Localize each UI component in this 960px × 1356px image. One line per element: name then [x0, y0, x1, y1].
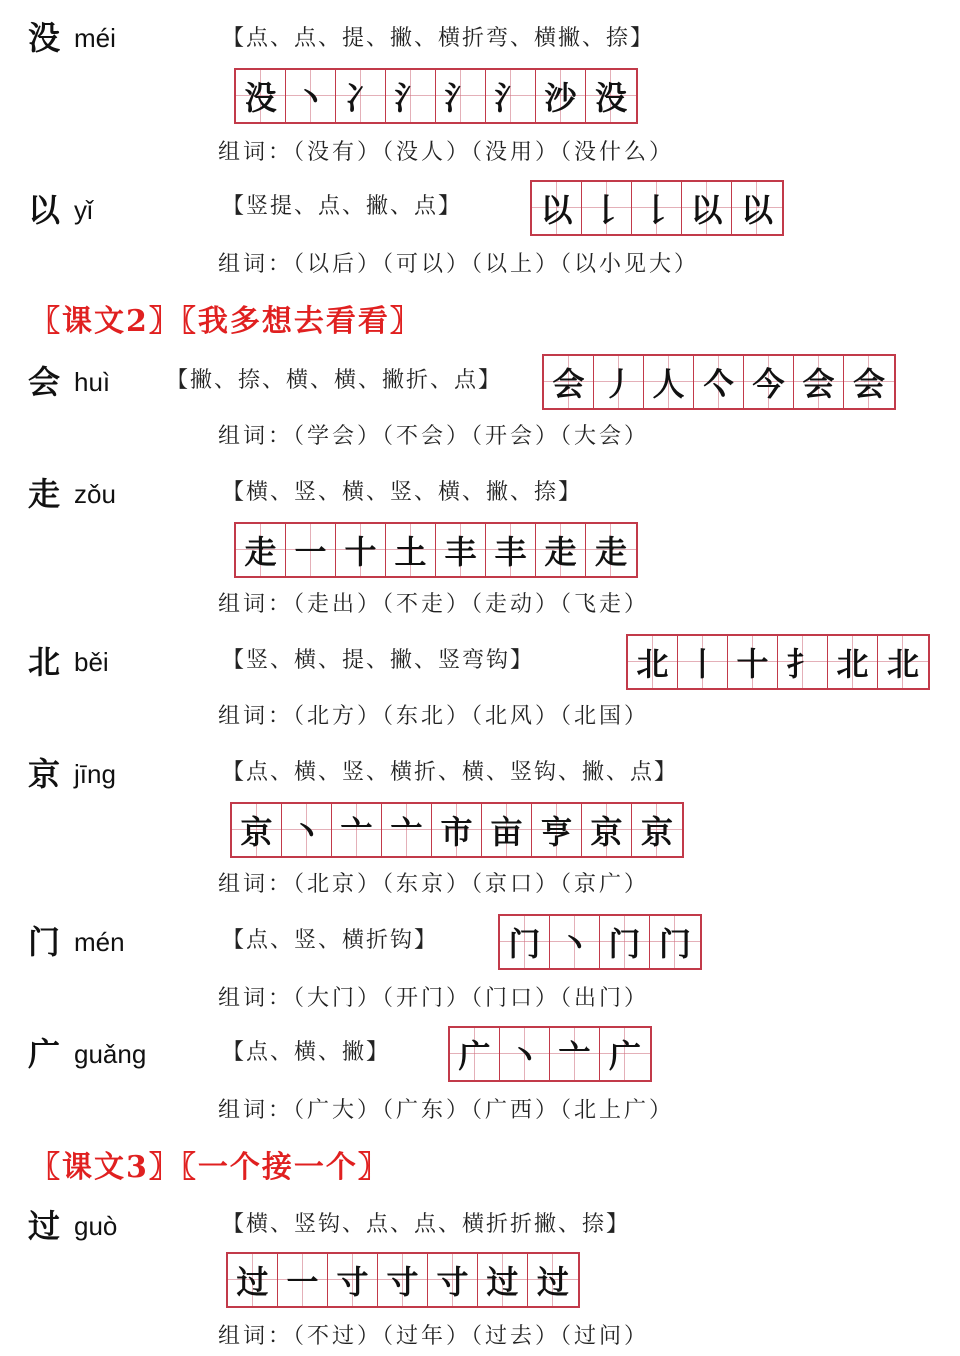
- stroke-step-cell: 过: [478, 1254, 528, 1306]
- stroke-step-cell: 氵: [486, 70, 536, 122]
- word-list: 组词：（没有）（没人）（没用）（没什么）: [218, 140, 675, 165]
- stroke-step-cell: 亠: [550, 1028, 600, 1080]
- stroke-order-text: 【竖、横、提、撇、竖弯钩】: [222, 648, 535, 673]
- character: 走: [28, 475, 61, 513]
- stroke-step-cell: 走: [236, 524, 286, 576]
- stroke-step-cell: 丶: [286, 70, 336, 122]
- pinyin: méi: [74, 23, 116, 53]
- stroke-step-cell: 以: [682, 182, 732, 234]
- stroke-step-cell: 广: [450, 1028, 500, 1080]
- stroke-step-cell: 会: [544, 356, 594, 408]
- character: 北: [28, 643, 61, 681]
- stroke-step-cell: 北: [628, 636, 678, 688]
- stroke-step-cell: 寸: [328, 1254, 378, 1306]
- stroke-order-text: 【横、竖钩、点、点、横折折撇、捺】: [222, 1212, 631, 1237]
- stroke-order-text: 【横、竖、横、竖、横、撇、捺】: [222, 480, 583, 505]
- stroke-step-cell: 亩: [482, 804, 532, 856]
- stroke-order-text: 【点、横、撇】: [222, 1040, 391, 1065]
- stroke-grid: [498, 914, 702, 970]
- stroke-step-cell: 一: [278, 1254, 328, 1306]
- stroke-step-cell: 𠄌: [632, 182, 682, 234]
- stroke-order-text: 【竖提、点、撇、点】: [222, 194, 463, 219]
- word-list: 组词：（走出）（不走）（走动）（飞走）: [218, 592, 650, 617]
- stroke-grid: [234, 68, 638, 124]
- stroke-step-cell: 寸: [378, 1254, 428, 1306]
- lesson-heading: 〖课文3〗〖一个接一个〗: [30, 1150, 390, 1185]
- stroke-step-cell: 氵: [436, 70, 486, 122]
- word-list: 组词：（以后）（可以）（以上）（以小见大）: [218, 252, 700, 277]
- stroke-step-cell: 会: [794, 356, 844, 408]
- stroke-step-cell: 京: [232, 804, 282, 856]
- stroke-step-cell: 京: [582, 804, 632, 856]
- stroke-step-cell: 今: [744, 356, 794, 408]
- stroke-step-cell: 寸: [428, 1254, 478, 1306]
- pinyin: guǎng: [74, 1039, 147, 1069]
- stroke-step-cell: 广: [600, 1028, 650, 1080]
- stroke-grid: [530, 180, 784, 236]
- stroke-step-cell: 丰: [486, 524, 536, 576]
- pinyin: huì: [74, 367, 111, 397]
- stroke-step-cell: 以: [732, 182, 782, 234]
- character: 没: [28, 19, 61, 57]
- stroke-step-cell: 土: [386, 524, 436, 576]
- pinyin: jīng: [74, 759, 116, 789]
- stroke-step-cell: 人: [644, 356, 694, 408]
- word-list: 组词：（北方）（东北）（北风）（北国）: [218, 704, 650, 729]
- pinyin: guò: [74, 1211, 118, 1241]
- stroke-step-cell: 沙: [536, 70, 586, 122]
- stroke-order-text: 【点、点、提、撇、横折弯、横撇、捺】: [222, 26, 655, 51]
- character: 以: [28, 191, 61, 229]
- stroke-step-cell: 氵: [386, 70, 436, 122]
- stroke-step-cell: 𠄌: [582, 182, 632, 234]
- character: 门: [28, 923, 61, 961]
- stroke-step-cell: 走: [586, 524, 636, 576]
- stroke-step-cell: 北: [878, 636, 928, 688]
- word-list: 组词：（大门）（开门）（门口）（出门）: [218, 986, 650, 1011]
- character: 广: [28, 1035, 61, 1073]
- stroke-grid: [230, 802, 684, 858]
- stroke-step-cell: 以: [532, 182, 582, 234]
- stroke-step-cell: 走: [536, 524, 586, 576]
- stroke-step-cell: 丶: [550, 916, 600, 968]
- stroke-step-cell: 过: [228, 1254, 278, 1306]
- pinyin: yǐ: [74, 195, 93, 225]
- stroke-step-cell: 会: [844, 356, 894, 408]
- stroke-order-text: 【点、竖、横折钩】: [222, 928, 439, 953]
- stroke-step-cell: 丨: [678, 636, 728, 688]
- pinyin: běi: [74, 647, 109, 677]
- stroke-step-cell: 冫: [336, 70, 386, 122]
- stroke-step-cell: 十: [728, 636, 778, 688]
- word-list: 组词：（广大）（广东）（广西）（北上广）: [218, 1098, 675, 1123]
- stroke-step-cell: 市: [432, 804, 482, 856]
- pinyin: zǒu: [74, 479, 116, 509]
- stroke-step-cell: 没: [236, 70, 286, 122]
- stroke-step-cell: 亠: [382, 804, 432, 856]
- stroke-step-cell: 扌: [778, 636, 828, 688]
- stroke-step-cell: 门: [650, 916, 700, 968]
- stroke-step-cell: 京: [632, 804, 682, 856]
- stroke-step-cell: 丶: [282, 804, 332, 856]
- word-list: 组词：（北京）（东京）（京口）（京广）: [218, 872, 650, 897]
- pinyin: mén: [74, 927, 125, 957]
- stroke-step-cell: 丰: [436, 524, 486, 576]
- stroke-step-cell: 门: [600, 916, 650, 968]
- stroke-order-text: 【撇、捺、横、横、撇折、点】: [166, 368, 503, 393]
- stroke-grid: [542, 354, 896, 410]
- stroke-step-cell: 亠: [332, 804, 382, 856]
- stroke-step-cell: 北: [828, 636, 878, 688]
- stroke-step-cell: 一: [286, 524, 336, 576]
- word-list: 组词：（不过）（过年）（过去）（过问）: [218, 1324, 650, 1349]
- stroke-step-cell: 没: [586, 70, 636, 122]
- stroke-grid: [626, 634, 930, 690]
- character: 过: [28, 1207, 61, 1245]
- character: 会: [28, 363, 61, 401]
- stroke-step-cell: 门: [500, 916, 550, 968]
- stroke-grid: [234, 522, 638, 578]
- stroke-step-cell: 丿: [594, 356, 644, 408]
- character: 京: [28, 755, 61, 793]
- stroke-step-cell: 丶: [500, 1028, 550, 1080]
- stroke-step-cell: 亽: [694, 356, 744, 408]
- stroke-grid: [226, 1252, 580, 1308]
- word-list: 组词：（学会）（不会）（开会）（大会）: [218, 424, 650, 449]
- lesson-heading: 〖课文2〗〖我多想去看看〗: [30, 304, 422, 339]
- stroke-step-cell: 十: [336, 524, 386, 576]
- stroke-grid: [448, 1026, 652, 1082]
- stroke-step-cell: 亨: [532, 804, 582, 856]
- stroke-step-cell: 过: [528, 1254, 578, 1306]
- stroke-order-text: 【点、横、竖、横折、横、竖钩、撇、点】: [222, 760, 679, 785]
